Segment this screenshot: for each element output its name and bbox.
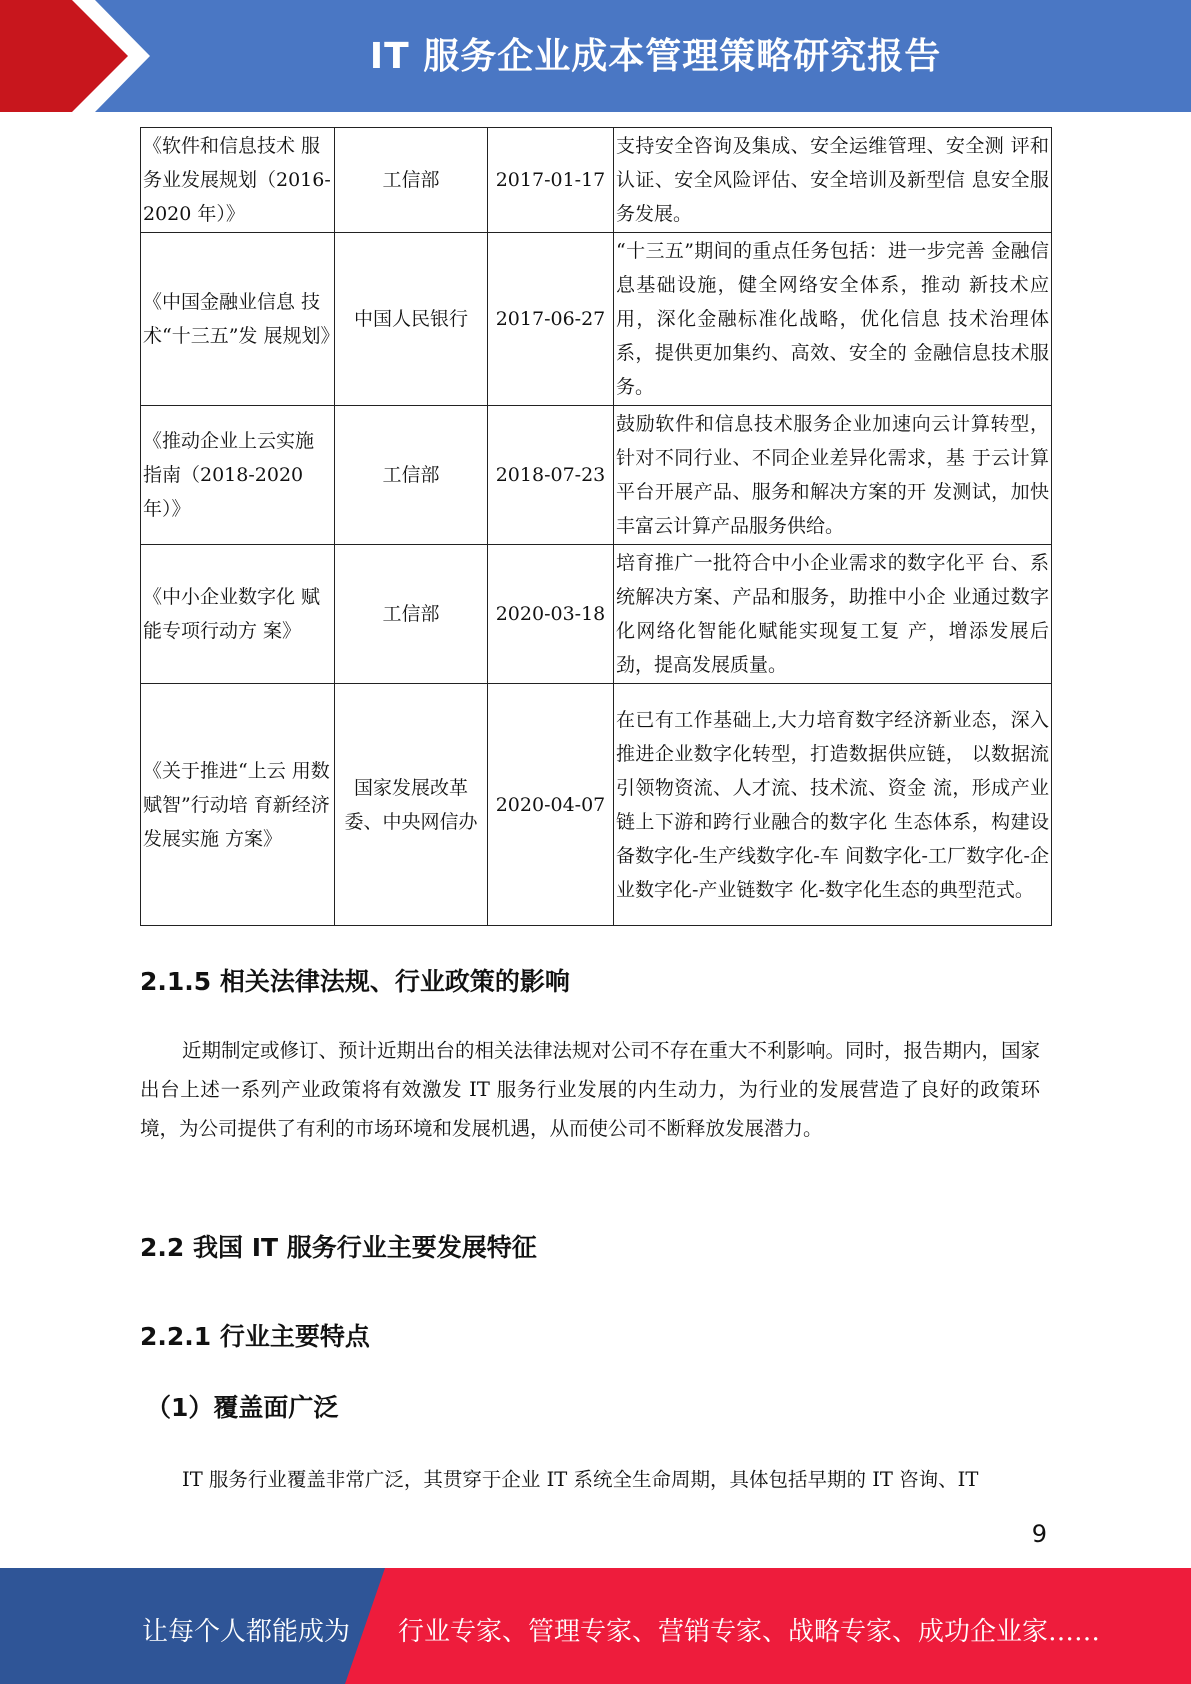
table-row — [141, 545, 1052, 684]
table-row — [141, 233, 1052, 406]
document-title: IT 服务企业成本管理策略研究报告 — [369, 36, 942, 77]
section-2-1-5-paragraph — [140, 1031, 1040, 1148]
table-row — [141, 684, 1052, 926]
paragraph-text: IT 服务行业覆盖非常广泛，其贯穿于企业 IT 系统全生命周期，具体包括早期的 IT 咨询、IT — [182, 1468, 979, 1491]
page-header — [0, 0, 1191, 112]
table-row — [141, 406, 1052, 545]
section-heading-2-2: 2.2 我国 IT 服务行业主要发展特征 — [140, 1233, 537, 1262]
subsection-heading-1: （1）覆盖面广泛 — [146, 1393, 339, 1422]
paragraph-text: 近期制定或修订、预计近期出台的相关法律法规对公司不存在重大不利影响。同时，报告期内，国家出台上述一系列产业政策将有效激发 IT 服务行业发展的内生动力，为行业的发展营造了良好的政策环境，为公司提供了有利的市场环境和发展机遇，从而使公司不断释放发展潜力。 — [140, 1039, 1041, 1140]
date-cell: 2017-06-27 — [488, 233, 614, 406]
date-cell: 2020-03-18 — [488, 545, 614, 684]
section-heading-2-2-1: 2.2.1 行业主要特点 — [140, 1322, 370, 1351]
page-footer — [0, 1568, 1191, 1684]
date-cell: 2017-01-17 — [488, 128, 614, 233]
department-cell: 工信部 — [335, 128, 488, 233]
content-cell: 在已有工作基础上,大力培育数字经济新业态，深入推进企业数字化转型，打造数据供应链， 以数据流引领物资流、人才流、技术流、资金 流，形成产业链上下游和跨行业融合的数字化 生态体系，构建设备数字化-生产线数字化-车 间数字化-工厂数字化-企业数字化-产业链数字 化-数字化生态的典型范式。 — [614, 684, 1052, 926]
department-cell: 工信部 — [335, 545, 488, 684]
department-cell: 中国人民银行 — [335, 233, 488, 406]
policy-name-cell: 《推动企业上云实施指南（2018-2020 年）》 — [141, 406, 335, 545]
page-number: 9 — [1031, 1520, 1047, 1548]
section-heading-2-1-5: 2.1.5 相关法律法规、行业政策的影响 — [140, 967, 570, 996]
policy-name-cell: 《关于推进“上云 用数赋智”行动培 育新经济发展实施 方案》 — [141, 684, 335, 926]
footer-slogan-left: 让每个人都能成为 — [142, 1617, 351, 1647]
department-cell: 工信部 — [335, 406, 488, 545]
table-row — [141, 128, 1052, 233]
policy-name-cell: 《软件和信息技术 服务业发展规划（2016-2020 年）》 — [141, 128, 335, 233]
department-cell: 国家发展改革委、中央网信办 — [335, 684, 488, 926]
content-cell: 鼓励软件和信息技术服务企业加速向云计算转型，针对不同行业、不同企业差异化需求，基 于云计算平台开展产品、服务和解决方案的开 发测试，加快丰富云计算产品服务供给。 — [614, 406, 1052, 545]
date-cell: 2018-07-23 — [488, 406, 614, 545]
content-cell: “十三五”期间的重点任务包括：进一步完善 金融信息基础设施，健全网络安全体系，推动 新技术应用，深化金融标准化战略，优化信息 技术治理体系，提供更加集约、高效、安全的 金融信息技术服务。 — [614, 233, 1052, 406]
policy-table — [140, 127, 1052, 926]
policy-name-cell: 《中小企业数字化 赋能专项行动方 案》 — [141, 545, 335, 684]
content-cell: 支持安全咨询及集成、安全运维管理、安全测 评和认证、安全风险评估、安全培训及新型信 息安全服务发展。 — [614, 128, 1052, 233]
footer-slogan-right: 行业专家、管理专家、营销专家、战略专家、成功企业家…… — [398, 1617, 1101, 1647]
date-cell: 2020-04-07 — [488, 684, 614, 926]
content-cell: 培育推广一批符合中小企业需求的数字化平 台、系统解决方案、产品和服务，助推中小企 业通过数字化网络化智能化赋能实现复工复 产，增添发展后劲，提高发展质量。 — [614, 545, 1052, 684]
subsection-1-paragraph — [140, 1460, 1040, 1499]
policy-name-cell: 《中国金融业信息 技术“十三五”发 展规划》 — [141, 233, 335, 406]
